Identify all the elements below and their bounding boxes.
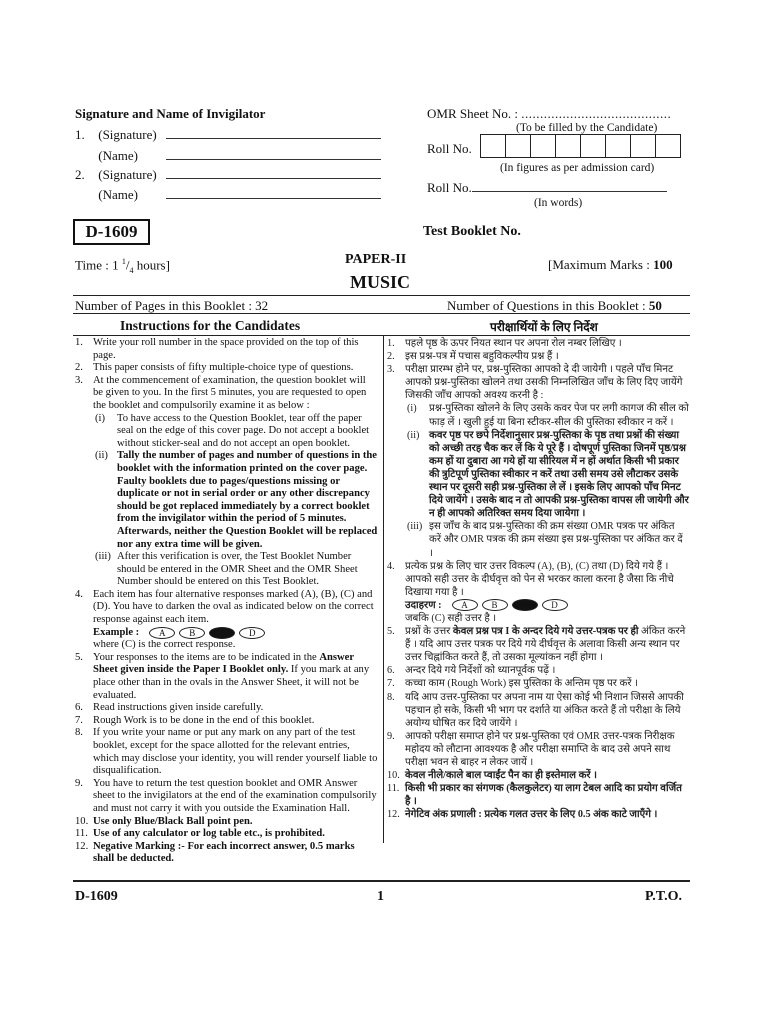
example-note: जबकि (C) सही उत्तर है । <box>405 612 497 624</box>
instruction-item: 5. प्रश्नों के उत्तर केवल प्रश्न पत्र I के अन्दर दिये गये उत्तर-पत्रक पर ही अंकित करने हैं । यदि आप उत्तर पत्रक पर दिये गये दीर्घवृत्त के अलावा किसी अन्य स्थान पर उत्तर चिह्नांकित करते हैं, तो उसका मूल्यांकन नहीं होगा । <box>387 626 686 664</box>
instructions-title-hindi: परीक्षार्थियों के लिए निर्देश <box>490 320 598 334</box>
option-oval-d: D <box>542 599 568 611</box>
roll-digit-box[interactable] <box>480 134 506 158</box>
option-oval-c-filled <box>512 599 538 611</box>
roll-digit-box[interactable] <box>555 134 581 158</box>
instruction-text: If you mark at any place other than in the ovals in the Answer Sheet, it will not be evaluated. <box>93 664 370 701</box>
footer-divider <box>73 880 690 882</box>
instruction-text: पहले पृष्ठ के ऊपर नियत स्थान पर अपना रोल नम्बर लिखिए । <box>405 338 622 349</box>
instruction-item: 2. This paper consists of fifty multiple-choice type of questions. <box>75 362 354 374</box>
instruction-text: To have access to the Question Booklet, tear off the paper seal on the edge of this cover page. Do not accept a booklet without sticker-seal and do not accept an open booklet. <box>117 412 370 449</box>
instruction-item: 11. Use of any calculator or log table etc., is prohibited. <box>75 828 325 840</box>
instruction-item: 7. कच्चा काम (Rough Work) इस पुस्तिका के अन्तिम पृष्ठ पर करें । <box>387 678 638 690</box>
footer-booklet-code: D-1609 <box>75 889 118 904</box>
subject-title: MUSIC <box>350 272 411 292</box>
instruction-item: 2. इस प्रश्न-पत्र में पचास बहुविकल्पीय प्रश्न हैं । <box>387 351 559 363</box>
omr-sheet-number <box>427 106 671 122</box>
instruction-item: 4. Each item has four alternative responses marked (A), (B), (C) and (D). You have to darken the oval as indicated below on the correct response against each item. Example : A B D where (C) is the correct response. <box>75 589 378 652</box>
row-label: (Signature) <box>98 127 157 142</box>
sub-instruction: (ii) कवर पृष्ठ पर छपे निर्देशानुसार प्रश्न-पुस्तिका के पृष्ठ तथा प्रश्नों की संख्या को अच्छी तरह चैक कर लें कि ये पूरे हैं । दोषपूर्ण पुस्तिका जिनमें पृष्ठ/प्रश्न कम हों या दुबारा आ गये हों या सीरियल में न हों अर्थात किसी भी प्रकार की त्रुटिपूर्ण पुस्तिका स्वीकार न करें तथा उसी समय उसे लौटाकर उसके स्थान पर दूसरी सही प्रश्न-पुस्तिका ले लें । इसके लिए आपको पाँच मिनट दिये जायेंगे । उसके बाद न तो आपकी प्रश्न-पुस्तिका वापस ली जायेगी और न ही आपको अतिरिक्त समय दिया जायेगा । <box>407 429 689 520</box>
invigilator-name-1 <box>75 148 381 164</box>
instruction-item: 7. Rough Work is to be done in the end of this booklet. <box>75 714 315 726</box>
option-oval-a: A <box>149 627 175 639</box>
booklet-code: D-1609 <box>73 219 150 245</box>
divider <box>73 335 690 336</box>
row-label: (Name) <box>98 148 138 163</box>
instruction-item: 3. परीक्षा प्रारम्भ होने पर, प्रश्न-पुस्तिका आपको दे दी जायेगी । पहले पाँच मिनट आपको प्रश्न-पुस्तिका खोलने तथा उसकी निम्नलिखित जाँच के लिए दिए जायेंगे जिसकी जाँच आपको अवश्य करनी है : (i) प्रश्न-पुस्तिका खोलने के लिए उसके कवर पेज पर लगी कागज की सील को फाड़ लें । खुली हुई या बिना स्टीकर-सील की पुस्तिका स्वीकार न करें । (ii) कवर पृष्ठ पर छपे निर्देशानुसार प्रश्न-पुस्तिका के पृष्ठ तथा प्रश्नों की संख्या को अच्छी तरह चैक कर लें कि ये पूरे हैं । दोषपूर्ण पुस्तिका जिनमें पृष्ठ/प्रश्न कम हों या दुबारा आ गये हों या सीरियल में न हों अर्थात किसी भी प्रकार की त्रुटिपूर्ण पुस्तिका स्वीकार न करें तथा उसी समय उसे लौटाकर उसके स्थान पर दूसरी सही प्रश्न-पुस्तिका ले लें । इसके लिए आपको पाँच मिनट दिये जायेंगे । उसके बाद न तो आपकी प्रश्न-पुस्तिका वापस ली जायेगी और न ही आपको अतिरिक्त समय दिया जायेगा । (iii) इस जाँच के बाद प्रश्न-पुस्तिका की क्रम संख्या OMR पत्रक पर अंकित करें और OMR पत्रक की क्रम संख्या इस प्रश्न-पुस्तिका पर अंकित कर दें । <box>387 364 689 559</box>
instruction-text: Rough Work is to be done in the end of this booklet. <box>93 714 315 726</box>
name-line[interactable] <box>166 150 381 160</box>
option-oval-b: B <box>179 627 205 639</box>
instruction-text: प्रश्न-पुस्तिका खोलने के लिए उसके कवर पेज पर लगी कागज की सील को फाड़ लें । खुली हुई या बिना स्टीकर-सील की पुस्तिका स्वीकार न करें । <box>429 403 689 428</box>
time-denominator: 4 <box>129 265 134 275</box>
instruction-item: 3. At the commencement of examination, the question booklet will be given to you. In the first 5 minutes, you are requested to open the booklet and compulsorily examine it as below : (i) To have access to the Question Booklet, tear off the paper seal on the edge of this cover page. Do not accept a booklet without sticker-seal and do not accept an open booklet. (ii) Tally the number of pages and number of questions in the booklet with the information printed on the cover page. Faulty booklets due to pages/questions missing or duplicate or not in serial order or any other discrepancy should be got replaced immediately by a correct booklet from the invigilator within the period of 5 minutes. Afterwards, neither the Question Booklet will be replaced nor any extra time will be given. (iii) After this verification is over, the Test Booklet Number should be entered in the OMR Sheet and the OMR Sheet Number should be entered on this Test Booklet. <box>75 374 378 588</box>
words-note: (In words) <box>534 197 583 209</box>
instruction-text: Negative Marking :- For each incorrect answer, 0.5 marks shall be deducted. <box>93 840 355 865</box>
max-marks-prefix: [Maximum Marks : <box>548 257 654 272</box>
divider <box>73 295 690 296</box>
instruction-text: प्रत्येक प्रश्न के लिए चार उत्तर विकल्प (A), (B), (C) तथा (D) दिये गये हैं । आपको सही उत्तर के दीर्घवृत्त को पेन से भरकर काला करना है जैसा कि नीचे दिखाया गया है । <box>405 560 674 598</box>
roll-words-line[interactable] <box>472 182 667 192</box>
instruction-item: 6. अन्दर दिये गये निर्देशों को ध्यानपूर्वक पढ़ें । <box>387 665 556 677</box>
instruction-text: प्रश्नों के उत्तर <box>405 626 453 638</box>
instruction-item: 12. नेगेटिव अंक प्रणाली : प्रत्येक गलत उत्तर के लिए 0.5 अंक काटे जाएँगे । <box>387 809 658 821</box>
instruction-text: आपको परीक्षा समाप्त होने पर प्रश्न-पुस्तिका एवं OMR उत्तर-पत्रक निरीक्षक महोदय को लौटाना आवश्यक है और परीक्षा समाप्ति के बाद उसे अपने साथ परीक्षा भवन से बाहर न लेकर जायें । <box>405 730 675 768</box>
roll-digit-box[interactable] <box>630 134 656 158</box>
instruction-text: After this verification is over, the Test Booklet Number should be entered in the OMR Sheet and the OMR Sheet Number should be entered on this Test Booklet. <box>117 551 358 588</box>
instruction-text: केवल नीले/काले बाल प्वाईंट पैन का ही इस्तेमाल करें । <box>405 770 597 782</box>
instruction-item: 1. पहले पृष्ठ के ऊपर नियत स्थान पर अपना रोल नम्बर लिखिए । <box>387 338 622 349</box>
omr-note: (To be filled by the Candidate) <box>516 122 658 134</box>
instruction-item: 10. केवल नीले/काले बाल प्वाईंट पैन का ही इस्तेमाल करें । <box>387 770 597 782</box>
paper-title: PAPER-II <box>345 252 407 267</box>
row-number: 2. <box>75 167 85 182</box>
question-count <box>447 298 662 314</box>
instructions-english <box>75 337 378 866</box>
example-label: उदाहरण : <box>405 599 442 611</box>
time-numerator: 1 <box>121 257 126 266</box>
invigilator-signature-2 <box>75 167 381 183</box>
roll-digit-box[interactable] <box>530 134 556 158</box>
instruction-text: अंकित करने हैं । यदि आप उत्तर पत्रक पर दिये गये दीर्घवृत्त के अलावा किसी अन्य स्थान पर उत्तर चिह्नांकित करते हैं, तो उसका मूल्यांकन नहीं होगा । <box>405 626 686 664</box>
example-note: where (C) is the correct response. <box>93 639 236 651</box>
row-number: 1. <box>75 127 85 142</box>
column-divider <box>383 336 384 843</box>
instruction-item: 8. If you write your name or put any mark on any part of the test booklet, except for the space allotted for the relevant entries, which may disclose your identity, you will render yourself liable to disqualification. <box>75 727 378 777</box>
option-oval-a: A <box>452 599 478 611</box>
row-label: (Name) <box>98 187 138 202</box>
instruction-text: इस जाँच के बाद प्रश्न-पुस्तिका की क्रम संख्या OMR पत्रक पर अंकित करें और OMR पत्रक की क्रम संख्या इस प्रश्न-पुस्तिका पर अंकित कर दें । <box>429 521 683 559</box>
page-count: Number of Pages in this Booklet : 32 <box>75 298 269 313</box>
omr-dots[interactable]: ........................................ <box>521 106 672 121</box>
signature-line[interactable] <box>166 169 381 179</box>
instructions-title-english: Instructions for the Candidates <box>120 318 301 333</box>
sub-instruction: (i) To have access to the Question Booklet, tear off the paper seal on the edge of this cover page. Do not accept a booklet without sticker-seal and do not accept an open booklet. <box>95 412 370 449</box>
max-marks-value: 100 <box>653 257 673 272</box>
roll-digit-box[interactable] <box>605 134 631 158</box>
instruction-text: If you write your name or put any mark on any part of the test booklet, except for the space allotted for the relevant entries, which may disclose your identity, you will render yourself liable to disqualification. <box>93 727 378 777</box>
instruction-item: 11. किसी भी प्रकार का संगणक (कैलकुलेटर) या लाग टेबल आदि का प्रयोग वर्जित है । <box>387 783 682 808</box>
instruction-text: परीक्षा प्रारम्भ होने पर, प्रश्न-पुस्तिका आपको दे दी जायेगी । पहले पाँच मिनट आपको प्रश्न-पुस्तिका खोलने तथा उसकी निम्नलिखित जाँच के लिए दिए जायेंगे जिसकी जाँच आपको अवश्य करनी है : <box>405 364 683 402</box>
sub-instruction: (ii) Tally the number of pages and number of questions in the booklet with the information printed on the cover page. Faulty booklets due to pages/questions missing or duplicate or not in serial order or any other discrepancy should be got replaced immediately by a correct booklet from the invigilator within the period of 5 minutes. Afterwards, neither the Question Booklet will be replaced nor any extra time will be given. <box>95 450 378 550</box>
sub-instruction: (iii) After this verification is over, the Test Booklet Number should be entered in the OMR Sheet and the OMR Sheet Number should be entered on this Test Booklet. <box>95 551 358 588</box>
page-number: 1 <box>377 889 384 904</box>
test-booklet-number: Test Booklet No. <box>423 224 521 239</box>
example-row <box>405 599 689 612</box>
instruction-item: 1. Write your roll number in the space provided on the top of this page. <box>75 337 359 361</box>
instruction-item: 9. आपको परीक्षा समाप्त होने पर प्रश्न-पुस्तिका एवं OMR उत्तर-पत्रक निरीक्षक महोदय को लौटाना आवश्यक है और परीक्षा समाप्ति के बाद उसे अपने साथ परीक्षा भवन से बाहर न लेकर जायें । <box>387 730 675 768</box>
instruction-text: This paper consists of fifty multiple-choice type of questions. <box>93 362 354 374</box>
invigilator-signature-1 <box>75 127 381 143</box>
instruction-text: Use only Blue/Black Ball point pen. <box>93 815 253 827</box>
instruction-text: कच्चा काम (Rough Work) इस पुस्तिका के अन्तिम पृष्ठ पर करें । <box>405 678 638 690</box>
roll-digit-box[interactable] <box>655 134 681 158</box>
instruction-item: 8. यदि आप उत्तर-पुस्तिका पर अपना नाम या ऐसा कोई भी निशान जिससे आपकी पहचान हो सके, किसी भी भाग पर दर्शाते या अंकित करते हैं तो परीक्षा के लिये अयोग्य घोषित कर दिये जायेंगे । <box>387 691 684 729</box>
please-turn-over: P.T.O. <box>645 889 682 904</box>
instruction-item: 10. Use only Blue/Black Ball point pen. <box>75 815 253 827</box>
name-line[interactable] <box>166 189 381 199</box>
instruction-text-bold: केवल प्रश्न पत्र I के अन्दर दिये गये उत्तर-पत्रक पर ही <box>452 626 639 638</box>
roll-number-words <box>427 180 667 196</box>
roll-number-label: Roll No. <box>427 141 472 156</box>
exam-time: Time : 1 $^1/_4$ hours] <box>75 257 170 275</box>
instruction-text-bold: Answer Sheet given inside the Paper I Booklet only. <box>93 651 354 676</box>
invigilator-name-2 <box>75 187 381 203</box>
omr-label: OMR Sheet No. : <box>427 106 522 121</box>
roll-words-label: Roll No. <box>427 180 472 195</box>
instruction-item: 6. Read instructions given inside carefully. <box>75 702 264 714</box>
instruction-text: अन्दर दिये गये निर्देशों को ध्यानपूर्वक पढ़ें । <box>405 665 556 677</box>
signature-line[interactable] <box>166 129 381 139</box>
instruction-text: Your responses to the items are to be indicated in the <box>93 651 320 663</box>
time-prefix: Time : 1 <box>75 257 122 273</box>
instruction-item: 5. Your responses to the items are to be indicated in the Answer Sheet given inside the Paper I Booklet only. If you mark at any place other than in the ovals in the Answer Sheet, it will not be evaluated. <box>75 651 370 701</box>
instruction-text: Write your roll number in the space provided on the top of this page. <box>93 337 359 361</box>
example-label: Example : <box>93 626 140 638</box>
roll-digit-box[interactable] <box>580 134 606 158</box>
instruction-text: Tally the number of pages and number of questions in the booklet with the information printed on the cover page. Faulty booklets due to pages/questions missing or duplicate or not in serial order or any other discrepancy should be got replaced immediately by a correct booklet from the invigilator within the period of 5 minutes. Afterwards, neither the Question Booklet will be replaced nor any extra time will be given. <box>117 450 378 550</box>
instruction-text: Read instructions given inside carefully. <box>93 702 264 714</box>
invigilator-title: Signature and Name of Invigilator <box>75 106 266 121</box>
instruction-text: At the commencement of examination, the question booklet will be given to you. In the first 5 minutes, you are requested to open the booklet and compulsorily examine it as below : <box>93 374 367 411</box>
question-count-value: 50 <box>648 298 662 313</box>
roll-digit-box[interactable] <box>505 134 531 158</box>
instruction-text: इस प्रश्न-पत्र में पचास बहुविकल्पीय प्रश्न हैं । <box>405 351 559 363</box>
sub-instruction: (i) प्रश्न-पुस्तिका खोलने के लिए उसके कवर पेज पर लगी कागज की सील को फाड़ लें । खुली हुई या बिना स्टीकर-सील की पुस्तिका स्वीकार न करें । <box>407 403 689 428</box>
instruction-item: 12. Negative Marking :- For each incorrect answer, 0.5 marks shall be deducted. <box>75 840 355 865</box>
roll-number-boxes <box>480 134 680 158</box>
option-oval-c-filled <box>209 627 235 639</box>
instruction-text: यदि आप उत्तर-पुस्तिका पर अपना नाम या ऐसा कोई भी निशान जिससे आपकी पहचान हो सके, किसी भी भाग पर दर्शाते या अंकित करते हैं तो परीक्षा के लिये अयोग्य घोषित कर दिये जायेंगे । <box>405 691 684 729</box>
option-oval-b: B <box>482 599 508 611</box>
option-oval-d: D <box>239 627 265 639</box>
divider <box>73 313 690 314</box>
time-suffix: hours] <box>133 257 170 273</box>
instruction-text: किसी भी प्रकार का संगणक (कैलकुलेटर) या लाग टेबल आदि का प्रयोग वर्जित है । <box>405 783 682 808</box>
row-label: (Signature) <box>98 167 157 182</box>
instruction-text: You have to return the test question booklet and OMR Answer sheet to the invigilators at the end of the examination compulsorily and must not carry it with you outside the Examination Hall. <box>93 777 377 814</box>
instructions-hindi <box>387 337 689 821</box>
instruction-item: 9. You have to return the test question booklet and OMR Answer sheet to the invigilators at the end of the examination compulsorily and must not carry it with you outside the Examination Hall. <box>75 777 377 814</box>
question-count-label: Number of Questions in this Booklet : <box>447 298 649 313</box>
maximum-marks <box>548 257 673 273</box>
instruction-text: कवर पृष्ठ पर छपे निर्देशानुसार प्रश्न-पुस्तिका के पृष्ठ तथा प्रश्नों की संख्या को अच्छी तरह चैक कर लें कि ये पूरे हैं । दोषपूर्ण पुस्तिका जिनमें पृष्ठ/प्रश्न कम हों या दुबारा आ गये हों या सीरियल में न हों अर्थात किसी भी प्रकार की त्रुटिपूर्ण पुस्तिका स्वीकार न करें तथा उसी समय उसे लौटाकर उसके स्थान पर दूसरी सही प्रश्न-पुस्तिका ले लें । इसके लिए आपको पाँच मिनट दिये जायेंगे । उसके बाद न तो आपकी प्रश्न-पुस्तिका वापस ली जायेगी और न ही आपको अतिरिक्त समय दिया जायेगा । <box>429 429 689 520</box>
instruction-item: 4. प्रत्येक प्रश्न के लिए चार उत्तर विकल्प (A), (B), (C) तथा (D) दिये गये हैं । आपको सही उत्तर के दीर्घवृत्त को पेन से भरकर काला करना है जैसा कि नीचे दिखाया गया है । उदाहरण : A B D जबकि (C) सही उत्तर है । <box>387 560 689 625</box>
instruction-text: Use of any calculator or log table etc., is prohibited. <box>93 828 325 840</box>
instruction-text: नेगेटिव अंक प्रणाली : प्रत्येक गलत उत्तर के लिए 0.5 अंक काटे जाएँगे । <box>405 809 658 821</box>
instruction-text: Each item has four alternative responses marked (A), (B), (C) and (D). You have to darken the oval as indicated below on the correct response against each item. <box>93 588 374 626</box>
roll-figures-note: (In figures as per admission card) <box>500 162 655 174</box>
sub-instruction: (iii) इस जाँच के बाद प्रश्न-पुस्तिका की क्रम संख्या OMR पत्रक पर अंकित करें और OMR पत्रक की क्रम संख्या इस प्रश्न-पुस्तिका पर अंकित कर दें । <box>407 521 683 559</box>
example-row <box>93 627 378 640</box>
